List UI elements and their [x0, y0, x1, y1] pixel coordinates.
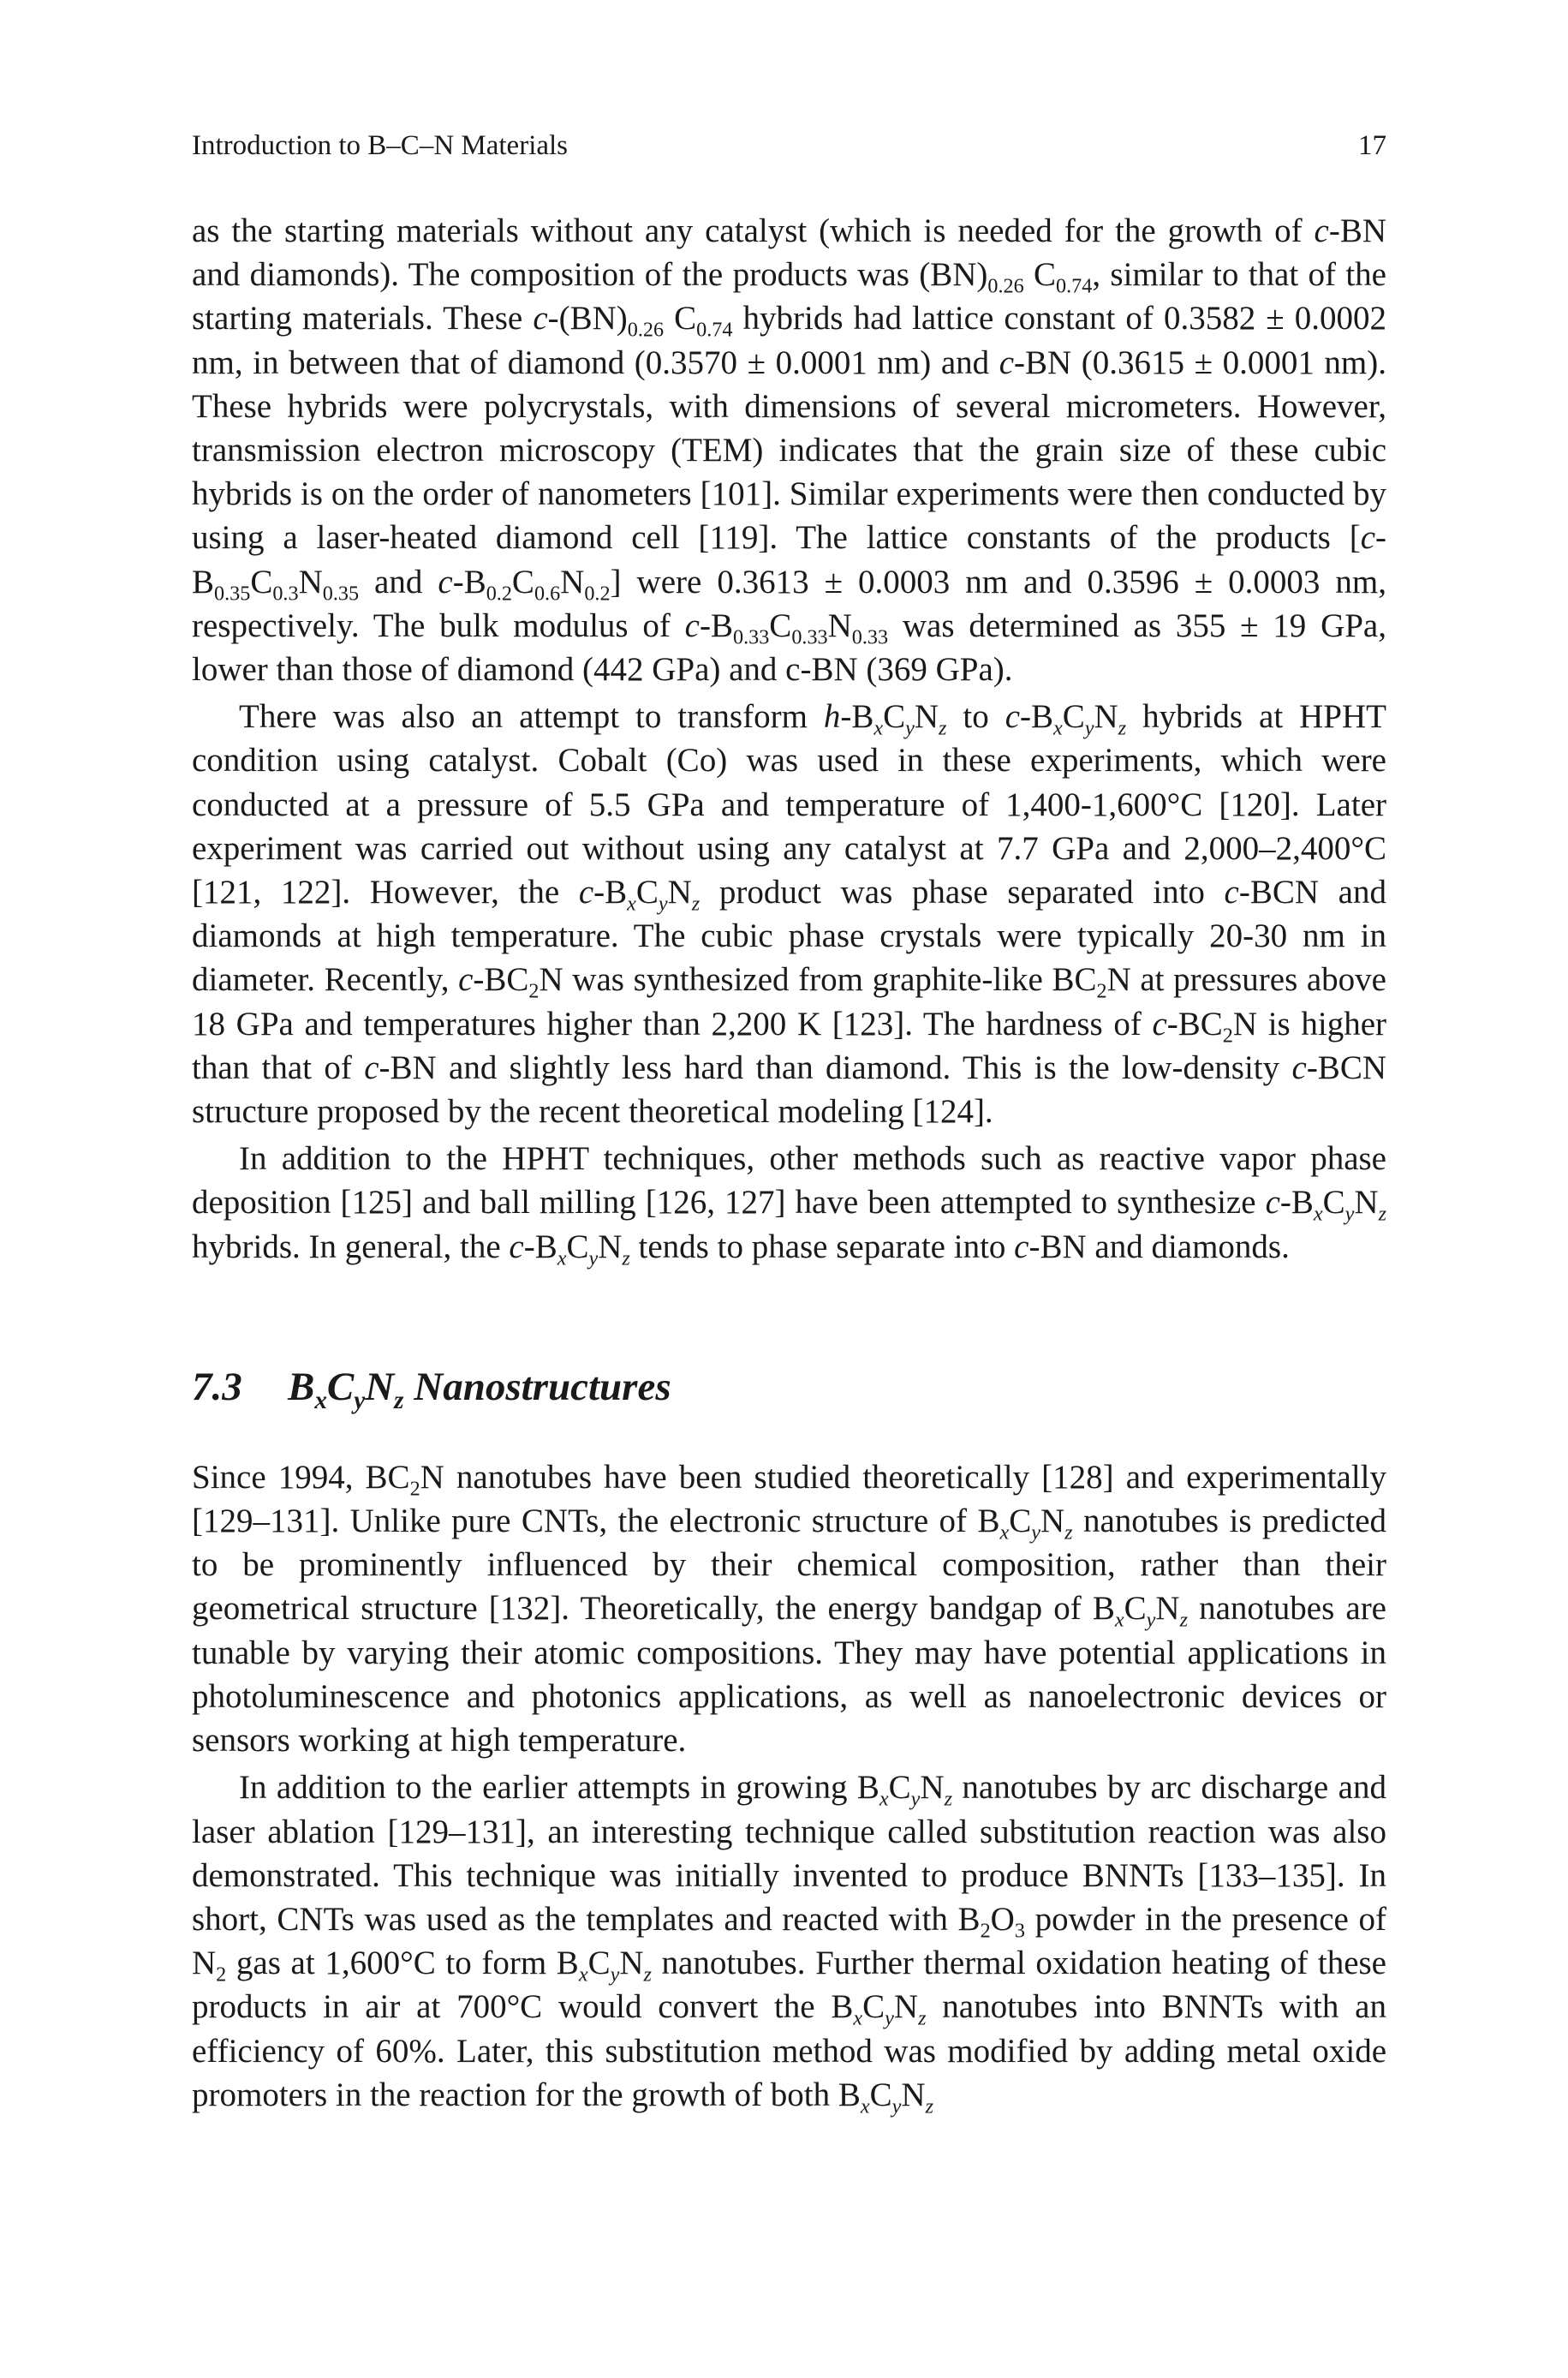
paragraph — [192, 1137, 1386, 1269]
text-run: C — [862, 1988, 885, 2026]
text-run: C — [1124, 1590, 1147, 1628]
subscript: x — [853, 2006, 863, 2030]
subscript: 0.26 — [627, 318, 665, 342]
subscript: z — [394, 1387, 404, 1415]
subscript: 0.35 — [322, 582, 360, 606]
text-run: C — [769, 606, 792, 644]
subscript: y — [658, 892, 668, 916]
subscript: x — [1114, 1608, 1124, 1632]
text-run: Nanostructures — [403, 1364, 671, 1409]
text-run: N — [619, 1945, 644, 1982]
text-run: N was synthesized from graphite-like BC — [539, 961, 1097, 999]
paragraph — [192, 209, 1386, 691]
text-run: -BN and diamonds). The composition of the products was (BN) — [192, 212, 1386, 294]
text-run: -B — [1279, 1184, 1314, 1222]
subscript: y — [1146, 1608, 1156, 1632]
text-run: ] were 0.3613 ± 0.0003 nm and 0.3596 ± 0.0003 nm, respectively. The bulk modulus of — [192, 563, 1386, 644]
text-run: N — [365, 1364, 395, 1409]
italic-text: c — [1152, 1005, 1167, 1043]
subscript: y — [905, 716, 915, 740]
text-run: C — [1023, 256, 1057, 294]
subscript: x — [1313, 1202, 1323, 1226]
text-run: -B — [840, 698, 874, 736]
text-run: -BC — [473, 961, 529, 999]
subscript: 0.2 — [584, 582, 611, 606]
subscript: 2 — [1096, 979, 1107, 1003]
subscript: 0.35 — [214, 582, 251, 606]
subscript: 0.33 — [732, 625, 770, 649]
italic-text: c — [1360, 519, 1375, 557]
subscript: x — [557, 1246, 567, 1270]
text-run: C — [1009, 1503, 1032, 1540]
subscript: x — [873, 716, 884, 740]
subscript: z — [944, 1787, 952, 1811]
subscript: x — [879, 1787, 889, 1811]
text-run: N — [1155, 1590, 1180, 1628]
subscript: z — [1378, 1202, 1386, 1226]
subscript: z — [1118, 716, 1127, 740]
text-run: O — [990, 1900, 1015, 1938]
text-run: N — [298, 563, 323, 600]
text-run: N — [914, 698, 939, 736]
italic-text: c — [509, 1228, 524, 1265]
text-run: -B — [593, 874, 628, 911]
text-run: tends to phase separate into — [629, 1228, 1015, 1265]
subscript: 0.74 — [696, 318, 733, 342]
italic-text: c — [364, 1049, 379, 1086]
text-run: C — [664, 300, 697, 338]
italic-text: c — [999, 344, 1015, 381]
italic-text: h — [823, 698, 841, 736]
text-run: N — [1094, 698, 1118, 736]
text-run: gas at 1,600°C to form B — [226, 1945, 579, 1982]
italic-text: c — [1314, 212, 1329, 249]
text-run: -BCN and diamonds at high temperature. The cubic phase crystals were typically 20-30 nm in diameter. Recently, — [192, 874, 1386, 999]
text-run: C — [1062, 698, 1085, 736]
paragraph — [192, 1455, 1386, 1762]
text-run: powder in the presence of N — [192, 1900, 1386, 1982]
text-run: There was also an attempt to transform — [239, 698, 824, 736]
subscript: z — [939, 716, 947, 740]
subscript: z — [925, 2094, 933, 2118]
italic-text: c — [1005, 698, 1021, 736]
subscript: 2 — [980, 1919, 991, 1943]
subscript: y — [588, 1246, 599, 1270]
subscript: z — [1064, 1521, 1073, 1545]
text-run: nanotubes by arc discharge and laser ablation [129–131], an interesting technique called substitution reaction was also demonstrated. This technique was initially invented to produce BNNTs [133–135]. In short, CNTs was used as the templates and reacted with B — [192, 1769, 1386, 1938]
subscript: z — [622, 1246, 630, 1270]
subscript: x — [860, 2094, 870, 2118]
text-run: N — [667, 874, 692, 911]
italic-text: c — [578, 874, 594, 911]
subscript: z — [1179, 1608, 1188, 1632]
subscript: 0.2 — [486, 582, 512, 606]
subscript: x — [578, 1963, 588, 1987]
subscript: z — [643, 1963, 652, 1987]
italic-text: c — [1224, 874, 1239, 911]
subscript: x — [999, 1521, 1010, 1545]
text-run: In addition to the earlier attempts in growing B — [239, 1769, 879, 1807]
italic-text: c — [438, 563, 453, 600]
text-run: was determined as 355 ± 19 GPa, lower than those of diamond (442 GPa) and c-BN (369 GPa). — [192, 606, 1386, 689]
section-number: 7.3 — [192, 1364, 242, 1409]
running-header — [192, 130, 1386, 168]
subscript: y — [885, 2006, 894, 2030]
subscript: y — [910, 1787, 921, 1811]
subscript: z — [918, 2006, 927, 2030]
text-run: to — [946, 698, 1005, 736]
subscript: x — [314, 1387, 327, 1415]
text-run: -(BN) — [547, 300, 628, 338]
text-run: In addition to the HPHT techniques, other methods such as reactive vapor phase deposition [125] and ball milling [126, 127] have been attempted to synthesize — [192, 1140, 1386, 1222]
body-text — [192, 209, 1386, 2117]
subscript: y — [1084, 716, 1094, 740]
section-title — [288, 1364, 671, 1415]
text-run: B — [288, 1364, 315, 1409]
subscript: 0.33 — [851, 625, 889, 649]
text-run: N — [920, 1769, 945, 1807]
text-run: hybrids had lattice constant of 0.3582 ± 0.0002 nm, in between that of diamond (0.3570 ± 0.0001 nm) and — [192, 300, 1386, 381]
text-run: C — [511, 563, 534, 600]
paragraph — [192, 695, 1386, 1133]
subscript: x — [627, 892, 636, 916]
text-run: Since 1994, BC — [192, 1458, 410, 1496]
text-run: nanotubes into BNNTs with an efficiency of 60%. Later, this substitution method was modified by adding metal oxide promoters in the reaction for the growth of both B — [192, 1988, 1386, 2113]
text-run: N at pressures above 18 GPa and temperatures higher than 2,200 K [123]. The hardness of — [192, 961, 1386, 1043]
text-run: as the starting materials without any catalyst (which is needed for the growth of — [192, 212, 1315, 249]
subscript: 2 — [1222, 1024, 1233, 1048]
italic-text: c — [1291, 1049, 1307, 1086]
text-run: nanotubes are tunable by varying their atomic compositions. They may have potential applications in photoluminescence and photonics applications, as well as nanoelectronic devices or sensors working at high temperature. — [192, 1590, 1386, 1760]
section-heading — [192, 1361, 1386, 1413]
italic-text: c — [1265, 1184, 1280, 1222]
subscript: 0.74 — [1056, 274, 1093, 298]
subscript: y — [1344, 1202, 1355, 1226]
text-run: -B — [452, 563, 486, 600]
text-run: C — [1322, 1184, 1345, 1222]
running-title: Introduction to B–C–N Materials — [192, 130, 569, 161]
text-run: C — [326, 1364, 355, 1409]
text-run: C — [883, 698, 906, 736]
text-run: C — [250, 563, 273, 600]
text-run: -BC — [1166, 1005, 1223, 1043]
italic-text: c — [1014, 1228, 1029, 1265]
text-run: nanotubes. Further thermal oxidation heating of these products in air at 700°C would convert the B — [192, 1945, 1386, 2026]
text-run: -BN and diamonds. — [1028, 1228, 1290, 1265]
text-run: nanotubes is predicted to be prominently influenced by their chemical composition, rather than their geometrical structure [132]. Theoretically, the energy bandgap of B — [192, 1503, 1387, 1628]
text-run: -B — [192, 519, 1386, 600]
text-run: N — [1040, 1503, 1065, 1540]
text-run: -BN (0.3615 ± 0.0001 nm). These hybrids were polycrystals, with dimensions of several micrometers. However, transmission electron microscopy (TEM) indicates that the grain size of these cubic hybrids is on the order of nanometers [101]. Similar experiments were then conducted by using a laser-heated diamond cell [119]. The lattice constants of the products [ — [192, 344, 1386, 557]
subscript: z — [691, 892, 701, 916]
subscript: 2 — [528, 979, 540, 1003]
page-number: 17 — [1358, 130, 1386, 161]
subscript: y — [610, 1963, 620, 1987]
subscript: y — [354, 1387, 366, 1415]
text-run: hybrids at HPHT condition using catalyst. Cobalt (Co) was used in these experiments, which were conducted at a pressure of 5.5 GPa and temperature of 1,400-1,600°C [120]. Later experiment was carried out without using any catalyst at 7.7 GPa and 2,000–2,400°C [121, 122]. However, the — [192, 698, 1386, 911]
subscript: y — [891, 2094, 902, 2118]
text-run: product was phase separated into — [700, 874, 1225, 911]
text-run: C — [869, 2076, 892, 2113]
text-run: -B — [699, 606, 733, 644]
text-run: N — [893, 1988, 919, 2026]
text-run: C — [888, 1769, 911, 1807]
italic-text: c — [684, 606, 700, 644]
subscript: x — [1053, 716, 1063, 740]
text-run: C — [635, 874, 659, 911]
subscript: 0.3 — [272, 582, 299, 606]
italic-text: c — [458, 961, 474, 999]
text-run: C — [587, 1945, 611, 1982]
text-run: N — [598, 1228, 623, 1265]
italic-text: c — [533, 300, 548, 338]
text-run: and — [359, 563, 438, 600]
text-run: , similar to that of the starting materials. These — [192, 256, 1386, 338]
text-run: N is higher than that of — [192, 1005, 1386, 1086]
text-run: -B — [523, 1228, 557, 1265]
subscript: 0.6 — [534, 582, 561, 606]
subscript: 2 — [216, 1963, 227, 1987]
paragraph — [192, 1766, 1386, 2117]
subscript: 0.33 — [791, 625, 828, 649]
text-run: N — [560, 563, 585, 600]
text-run: -B — [1020, 698, 1054, 736]
subscript: 2 — [409, 1477, 420, 1501]
subscript: y — [1031, 1521, 1040, 1545]
text-run: N — [827, 606, 852, 644]
text-run: N — [901, 2076, 926, 2113]
text-run: -BCN structure proposed by the recent theoretical modeling [124]. — [192, 1049, 1386, 1131]
subscript: 0.26 — [987, 274, 1024, 298]
text-run: N nanotubes have been studied theoretically [128] and experimentally [129–131]. Unlike pure CNTs, the electronic structure of B — [192, 1458, 1386, 1540]
text-run: hybrids. In general, the — [192, 1228, 510, 1265]
text-run: -BN and slightly less hard than diamond. This is the low-density — [379, 1049, 1292, 1086]
text-run: N — [1354, 1184, 1379, 1222]
subscript: 3 — [1014, 1919, 1025, 1943]
text-run: C — [566, 1228, 589, 1265]
